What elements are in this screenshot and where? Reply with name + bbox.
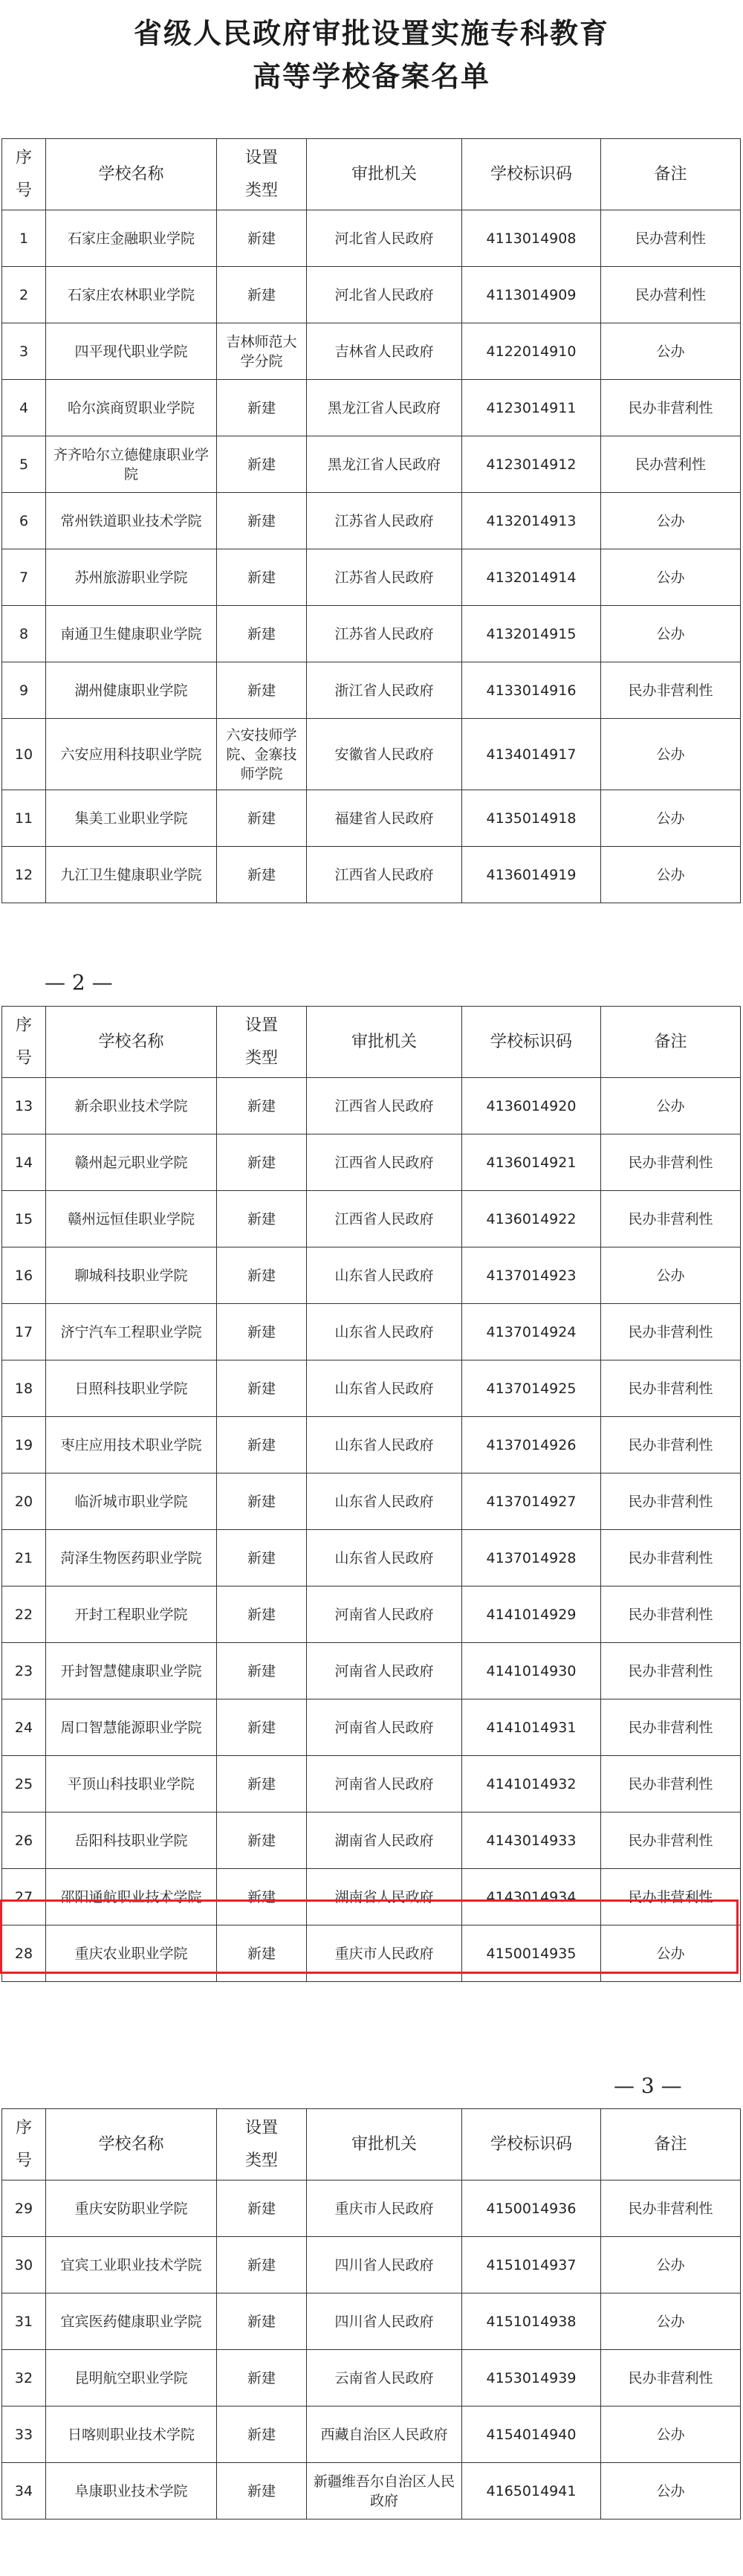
seq-cell: 19 xyxy=(2,1417,46,1473)
authority-cell: 重庆市人民政府 xyxy=(307,1925,462,1982)
column-header-line: 类型 xyxy=(244,2151,278,2170)
table-row xyxy=(2,2350,741,2406)
school-name-cell: 平顶山科技职业学院 xyxy=(46,1756,217,1812)
seq-cell: 5 xyxy=(2,436,46,493)
seq-cell: 27 xyxy=(2,1869,46,1925)
authority-cell: 江西省人民政府 xyxy=(307,1191,462,1247)
school-code-cell: 4137014924 xyxy=(462,1304,601,1360)
setup-type-cell: 新建 xyxy=(217,380,307,436)
school-code-cell: 4141014929 xyxy=(462,1586,601,1643)
seq-cell: 30 xyxy=(2,2237,46,2293)
school-code-cell: 4141014931 xyxy=(462,1699,601,1756)
remark-cell: 民办非营利性 xyxy=(601,1812,741,1869)
setup-type-cell: 新建 xyxy=(217,1756,307,1812)
seq-cell: 4 xyxy=(2,380,46,436)
column-header-line: 号 xyxy=(15,1048,32,1068)
highlight-box xyxy=(0,1899,739,1974)
school-name-cell: 菏泽生物医药职业学院 xyxy=(46,1530,217,1586)
school-code-cell: 4150014936 xyxy=(462,2180,601,2237)
school-code-cell: 4113014909 xyxy=(462,267,601,323)
column-header: 备注 xyxy=(601,139,741,210)
table-row xyxy=(2,1247,741,1304)
school-code-cell: 4136014919 xyxy=(462,847,601,903)
authority-cell: 浙江省人民政府 xyxy=(307,662,462,719)
column-header-line: 设置 xyxy=(244,148,278,167)
setup-type-cell: 六安技师学院、金寨技师学院 xyxy=(217,719,307,790)
remark-cell: 公办 xyxy=(601,493,741,549)
school-table-page-2 xyxy=(1,1006,741,1982)
column-header: 学校名称 xyxy=(46,1007,217,1078)
seq-cell: 6 xyxy=(2,493,46,549)
column-header-line: 号 xyxy=(15,2151,32,2170)
table-header-row xyxy=(2,1007,741,1078)
remark-cell: 民办非营利性 xyxy=(601,1586,741,1643)
authority-cell: 河南省人民政府 xyxy=(307,1756,462,1812)
table-row xyxy=(2,847,741,903)
column-header-line: 设置 xyxy=(244,2118,278,2137)
column-header-line: 序 xyxy=(15,2118,32,2137)
school-code-cell: 4123014912 xyxy=(462,436,601,493)
column-header xyxy=(2,139,46,210)
setup-type-cell: 新建 xyxy=(217,493,307,549)
seq-cell: 33 xyxy=(2,2406,46,2463)
remark-cell: 公办 xyxy=(601,719,741,790)
authority-cell: 湖南省人民政府 xyxy=(307,1869,462,1925)
authority-cell: 江苏省人民政府 xyxy=(307,606,462,662)
column-header: 备注 xyxy=(601,1007,741,1078)
school-code-cell: 4151014937 xyxy=(462,2237,601,2293)
authority-cell: 山东省人民政府 xyxy=(307,1417,462,1473)
school-table-page-3 xyxy=(1,2108,741,2519)
column-header xyxy=(217,2109,307,2180)
seq-cell: 32 xyxy=(2,2350,46,2406)
table-row xyxy=(2,1360,741,1417)
school-code-cell: 4141014932 xyxy=(462,1756,601,1812)
seq-cell: 24 xyxy=(2,1699,46,1756)
authority-cell: 山东省人民政府 xyxy=(307,1247,462,1304)
table-row xyxy=(2,1756,741,1812)
school-name-cell: 重庆农业职业学院 xyxy=(46,1925,217,1982)
table-row xyxy=(2,606,741,662)
school-code-cell: 4135014918 xyxy=(462,790,601,847)
authority-cell: 四川省人民政府 xyxy=(307,2293,462,2350)
column-header xyxy=(2,2109,46,2180)
school-code-cell: 4153014939 xyxy=(462,2350,601,2406)
authority-cell: 重庆市人民政府 xyxy=(307,2180,462,2237)
seq-cell: 2 xyxy=(2,267,46,323)
school-code-cell: 4151014938 xyxy=(462,2293,601,2350)
setup-type-cell: 新建 xyxy=(217,1699,307,1756)
seq-cell: 9 xyxy=(2,662,46,719)
setup-type-cell: 新建 xyxy=(217,1643,307,1699)
remark-cell: 民办非营利性 xyxy=(601,1473,741,1530)
remark-cell: 公办 xyxy=(601,606,741,662)
column-header: 学校名称 xyxy=(46,139,217,210)
seq-cell: 3 xyxy=(2,323,46,380)
setup-type-cell: 新建 xyxy=(217,1078,307,1134)
school-name-cell: 周口智慧能源职业学院 xyxy=(46,1699,217,1756)
school-name-cell: 集美工业职业学院 xyxy=(46,790,217,847)
remark-cell: 民办营利性 xyxy=(601,436,741,493)
school-name-cell: 赣州起元职业学院 xyxy=(46,1134,217,1191)
column-header xyxy=(217,1007,307,1078)
setup-type-cell: 新建 xyxy=(217,267,307,323)
column-header-line: 序 xyxy=(15,148,32,167)
school-name-cell: 新余职业技术学院 xyxy=(46,1078,217,1134)
seq-cell: 16 xyxy=(2,1247,46,1304)
remark-cell: 民办非营利性 xyxy=(601,1869,741,1925)
authority-cell: 江西省人民政府 xyxy=(307,847,462,903)
setup-type-cell: 新建 xyxy=(217,1530,307,1586)
authority-cell: 河北省人民政府 xyxy=(307,210,462,267)
school-code-cell: 4113014908 xyxy=(462,210,601,267)
school-code-cell: 4165014941 xyxy=(462,2463,601,2519)
school-name-cell: 四平现代职业学院 xyxy=(46,323,217,380)
table-row xyxy=(2,2406,741,2463)
school-name-cell: 苏州旅游职业学院 xyxy=(46,549,217,606)
seq-cell: 23 xyxy=(2,1643,46,1699)
authority-cell: 山东省人民政府 xyxy=(307,1530,462,1586)
seq-cell: 15 xyxy=(2,1191,46,1247)
remark-cell: 公办 xyxy=(601,847,741,903)
table-row xyxy=(2,1417,741,1473)
authority-cell: 河南省人民政府 xyxy=(307,1586,462,1643)
column-header xyxy=(2,1007,46,1078)
table-row xyxy=(2,2463,741,2519)
school-code-cell: 4136014921 xyxy=(462,1134,601,1191)
authority-cell: 云南省人民政府 xyxy=(307,2350,462,2406)
setup-type-cell: 新建 xyxy=(217,2350,307,2406)
seq-cell: 18 xyxy=(2,1360,46,1417)
column-header-line: 号 xyxy=(15,181,32,200)
setup-type-cell: 新建 xyxy=(217,1134,307,1191)
setup-type-cell: 新建 xyxy=(217,1925,307,1982)
setup-type-cell: 新建 xyxy=(217,2180,307,2237)
page-number-3: — 3 — xyxy=(614,2073,682,2098)
seq-cell: 7 xyxy=(2,549,46,606)
authority-cell: 黑龙江省人民政府 xyxy=(307,436,462,493)
school-name-cell: 济宁汽车工程职业学院 xyxy=(46,1304,217,1360)
setup-type-cell: 新建 xyxy=(217,1473,307,1530)
column-header: 学校名称 xyxy=(46,2109,217,2180)
seq-cell: 25 xyxy=(2,1756,46,1812)
school-code-cell: 4150014935 xyxy=(462,1925,601,1982)
school-name-cell: 宜宾医药健康职业学院 xyxy=(46,2293,217,2350)
authority-cell: 吉林省人民政府 xyxy=(307,323,462,380)
setup-type-cell: 新建 xyxy=(217,2293,307,2350)
setup-type-cell: 新建 xyxy=(217,2463,307,2519)
seq-cell: 12 xyxy=(2,847,46,903)
column-header: 学校标识码 xyxy=(462,1007,601,1078)
column-header: 学校标识码 xyxy=(462,2109,601,2180)
authority-cell: 江西省人民政府 xyxy=(307,1078,462,1134)
table-row xyxy=(2,210,741,267)
table-row xyxy=(2,493,741,549)
remark-cell: 民办非营利性 xyxy=(601,1417,741,1473)
setup-type-cell: 新建 xyxy=(217,790,307,847)
table-row xyxy=(2,719,741,790)
school-name-cell: 邵阳通航职业技术学院 xyxy=(46,1869,217,1925)
seq-cell: 31 xyxy=(2,2293,46,2350)
setup-type-cell: 新建 xyxy=(217,1191,307,1247)
authority-cell: 河南省人民政府 xyxy=(307,1699,462,1756)
setup-type-cell: 新建 xyxy=(217,2237,307,2293)
seq-cell: 29 xyxy=(2,2180,46,2237)
authority-cell: 河北省人民政府 xyxy=(307,267,462,323)
school-code-cell: 4143014934 xyxy=(462,1869,601,1925)
seq-cell: 10 xyxy=(2,719,46,790)
table-row xyxy=(2,1586,741,1643)
seq-cell: 17 xyxy=(2,1304,46,1360)
school-code-cell: 4137014925 xyxy=(462,1360,601,1417)
table-row xyxy=(2,662,741,719)
seq-cell: 8 xyxy=(2,606,46,662)
remark-cell: 公办 xyxy=(601,790,741,847)
school-code-cell: 4136014922 xyxy=(462,1191,601,1247)
school-name-cell: 九江卫生健康职业学院 xyxy=(46,847,217,903)
remark-cell: 民办非营利性 xyxy=(601,1304,741,1360)
setup-type-cell: 新建 xyxy=(217,1304,307,1360)
column-header-line: 类型 xyxy=(244,181,278,200)
school-code-cell: 4134014917 xyxy=(462,719,601,790)
school-name-cell: 湖州健康职业学院 xyxy=(46,662,217,719)
authority-cell: 江苏省人民政府 xyxy=(307,493,462,549)
table-row xyxy=(2,2237,741,2293)
authority-cell: 福建省人民政府 xyxy=(307,790,462,847)
school-code-cell: 4137014928 xyxy=(462,1530,601,1586)
remark-cell: 民办营利性 xyxy=(601,267,741,323)
table-row xyxy=(2,1191,741,1247)
remark-cell: 民办非营利性 xyxy=(601,1134,741,1191)
seq-cell: 11 xyxy=(2,790,46,847)
table-row xyxy=(2,1134,741,1191)
school-name-cell: 石家庄金融职业学院 xyxy=(46,210,217,267)
remark-cell: 公办 xyxy=(601,1078,741,1134)
table-row xyxy=(2,549,741,606)
seq-cell: 22 xyxy=(2,1586,46,1643)
column-header-line: 序 xyxy=(15,1016,32,1035)
school-name-cell: 南通卫生健康职业学院 xyxy=(46,606,217,662)
seq-cell: 21 xyxy=(2,1530,46,1586)
remark-cell: 公办 xyxy=(601,1247,741,1304)
remark-cell: 民办非营利性 xyxy=(601,662,741,719)
remark-cell: 公办 xyxy=(601,2237,741,2293)
table-row xyxy=(2,1304,741,1360)
school-code-cell: 4137014926 xyxy=(462,1417,601,1473)
table-row xyxy=(2,790,741,847)
setup-type-cell: 吉林师范大学分院 xyxy=(217,323,307,380)
column-header: 审批机关 xyxy=(307,139,462,210)
document-title-line-2: 高等学校备案名单 xyxy=(252,59,490,93)
setup-type-cell: 新建 xyxy=(217,662,307,719)
school-name-cell: 齐齐哈尔立德健康职业学院 xyxy=(46,436,217,493)
school-code-cell: 4154014940 xyxy=(462,2406,601,2463)
authority-cell: 新疆维吾尔自治区人民政府 xyxy=(307,2463,462,2519)
seq-cell: 20 xyxy=(2,1473,46,1530)
school-code-cell: 4132014913 xyxy=(462,493,601,549)
table-row xyxy=(2,1473,741,1530)
remark-cell: 民办非营利性 xyxy=(601,1530,741,1586)
table-row xyxy=(2,1078,741,1134)
remark-cell: 民办营利性 xyxy=(601,210,741,267)
table-row xyxy=(2,323,741,380)
column-header xyxy=(217,139,307,210)
school-name-cell: 临沂城市职业学院 xyxy=(46,1473,217,1530)
authority-cell: 湖南省人民政府 xyxy=(307,1812,462,1869)
authority-cell: 江苏省人民政府 xyxy=(307,549,462,606)
seq-cell: 14 xyxy=(2,1134,46,1191)
setup-type-cell: 新建 xyxy=(217,1586,307,1643)
school-name-cell: 六安应用科技职业学院 xyxy=(46,719,217,790)
school-code-cell: 4132014915 xyxy=(462,606,601,662)
authority-cell: 四川省人民政府 xyxy=(307,2237,462,2293)
setup-type-cell: 新建 xyxy=(217,1247,307,1304)
authority-cell: 西藏自治区人民政府 xyxy=(307,2406,462,2463)
table-row xyxy=(2,1643,741,1699)
school-code-cell: 4136014920 xyxy=(462,1078,601,1134)
remark-cell: 民办非营利性 xyxy=(601,1360,741,1417)
remark-cell: 公办 xyxy=(601,2463,741,2519)
school-code-cell: 4143014933 xyxy=(462,1812,601,1869)
remark-cell: 民办非营利性 xyxy=(601,2180,741,2237)
table-row xyxy=(2,436,741,493)
document-title-line-1: 省级人民政府审批设置实施专科教育 xyxy=(133,16,609,50)
seq-cell: 1 xyxy=(2,210,46,267)
setup-type-cell: 新建 xyxy=(217,210,307,267)
school-code-cell: 4137014927 xyxy=(462,1473,601,1530)
authority-cell: 黑龙江省人民政府 xyxy=(307,380,462,436)
table-row xyxy=(2,1812,741,1869)
setup-type-cell: 新建 xyxy=(217,1360,307,1417)
setup-type-cell: 新建 xyxy=(217,1812,307,1869)
authority-cell: 山东省人民政府 xyxy=(307,1304,462,1360)
column-header: 备注 xyxy=(601,2109,741,2180)
authority-cell: 山东省人民政府 xyxy=(307,1473,462,1530)
page-number-2: — 2 — xyxy=(45,970,113,995)
remark-cell: 民办非营利性 xyxy=(601,2350,741,2406)
seq-cell: 28 xyxy=(2,1925,46,1982)
seq-cell: 26 xyxy=(2,1812,46,1869)
school-name-cell: 石家庄农林职业学院 xyxy=(46,267,217,323)
column-header-line: 设置 xyxy=(244,1016,278,1035)
remark-cell: 公办 xyxy=(601,2406,741,2463)
authority-cell: 安徽省人民政府 xyxy=(307,719,462,790)
setup-type-cell: 新建 xyxy=(217,1417,307,1473)
school-name-cell: 重庆安防职业学院 xyxy=(46,2180,217,2237)
setup-type-cell: 新建 xyxy=(217,606,307,662)
authority-cell: 山东省人民政府 xyxy=(307,1360,462,1417)
school-name-cell: 枣庄应用技术职业学院 xyxy=(46,1417,217,1473)
school-name-cell: 宜宾工业职业技术学院 xyxy=(46,2237,217,2293)
setup-type-cell: 新建 xyxy=(217,2406,307,2463)
table-header-row xyxy=(2,2109,741,2180)
table-row xyxy=(2,1530,741,1586)
school-name-cell: 日照科技职业学院 xyxy=(46,1360,217,1417)
school-name-cell: 聊城科技职业学院 xyxy=(46,1247,217,1304)
table-row xyxy=(2,1699,741,1756)
school-code-cell: 4123014911 xyxy=(462,380,601,436)
school-code-cell: 4137014923 xyxy=(462,1247,601,1304)
school-name-cell: 哈尔滨商贸职业学院 xyxy=(46,380,217,436)
school-name-cell: 开封工程职业学院 xyxy=(46,1586,217,1643)
remark-cell: 民办非营利性 xyxy=(601,1643,741,1699)
setup-type-cell: 新建 xyxy=(217,1869,307,1925)
remark-cell: 公办 xyxy=(601,2293,741,2350)
school-name-cell: 常州铁道职业技术学院 xyxy=(46,493,217,549)
school-code-cell: 4141014930 xyxy=(462,1643,601,1699)
column-header: 学校标识码 xyxy=(462,139,601,210)
table-row xyxy=(2,2293,741,2350)
school-name-cell: 赣州远恒佳职业学院 xyxy=(46,1191,217,1247)
table-header-row xyxy=(2,139,741,210)
school-code-cell: 4132014914 xyxy=(462,549,601,606)
remark-cell: 民办非营利性 xyxy=(601,1191,741,1247)
setup-type-cell: 新建 xyxy=(217,847,307,903)
school-name-cell: 昆明航空职业学院 xyxy=(46,2350,217,2406)
school-code-cell: 4133014916 xyxy=(462,662,601,719)
school-name-cell: 阜康职业技术学院 xyxy=(46,2463,217,2519)
table-row xyxy=(2,2180,741,2237)
seq-cell: 34 xyxy=(2,2463,46,2519)
authority-cell: 河南省人民政府 xyxy=(307,1643,462,1699)
setup-type-cell: 新建 xyxy=(217,436,307,493)
school-name-cell: 岳阳科技职业学院 xyxy=(46,1812,217,1869)
school-table-page-1 xyxy=(1,138,741,903)
remark-cell: 公办 xyxy=(601,323,741,380)
column-header-line: 类型 xyxy=(244,1048,278,1068)
table-row xyxy=(2,380,741,436)
authority-cell: 江西省人民政府 xyxy=(307,1134,462,1191)
remark-cell: 民办非营利性 xyxy=(601,380,741,436)
school-name-cell: 日喀则职业技术学院 xyxy=(46,2406,217,2463)
remark-cell: 公办 xyxy=(601,549,741,606)
remark-cell: 公办 xyxy=(601,1925,741,1982)
school-name-cell: 开封智慧健康职业学院 xyxy=(46,1643,217,1699)
remark-cell: 民办非营利性 xyxy=(601,1699,741,1756)
seq-cell: 13 xyxy=(2,1078,46,1134)
table-row xyxy=(2,267,741,323)
remark-cell: 民办非营利性 xyxy=(601,1756,741,1812)
setup-type-cell: 新建 xyxy=(217,549,307,606)
column-header: 审批机关 xyxy=(307,1007,462,1078)
column-header: 审批机关 xyxy=(307,2109,462,2180)
school-code-cell: 4122014910 xyxy=(462,323,601,380)
